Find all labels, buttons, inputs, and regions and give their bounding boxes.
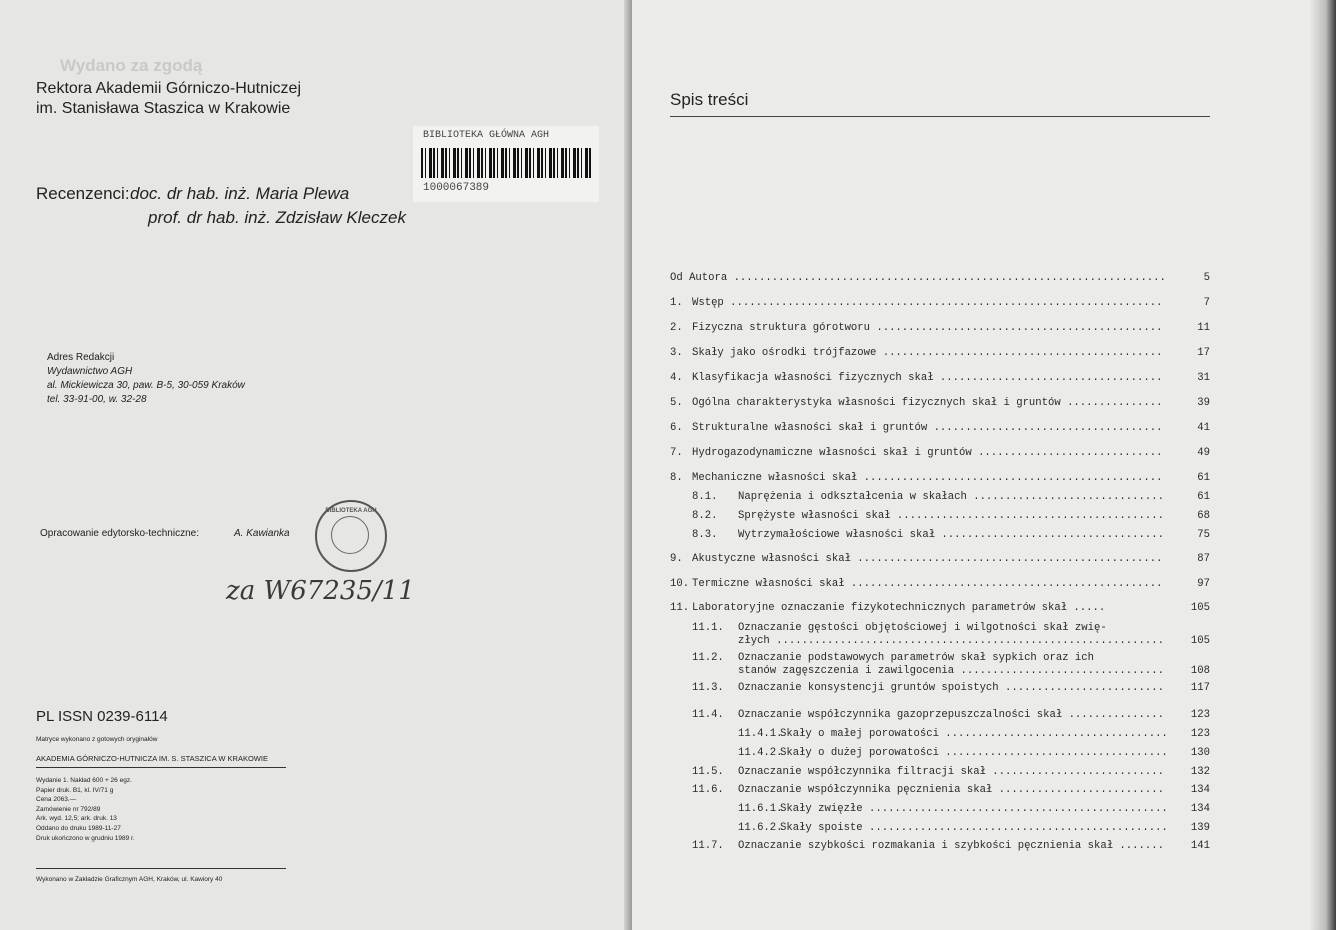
toc-entry-title-continued: stanów zagęszczenia i zawilgocenia ................................ <box>738 665 1164 677</box>
toc-entry-page: 134 <box>1190 803 1210 815</box>
toc-entry <box>670 472 1210 490</box>
toc-entry-title: Sprężyste własności skał .......................................... <box>738 510 1164 522</box>
toc-entry-title: Strukturalne własności skał i gruntów .................................... <box>692 422 1163 434</box>
toc-entry-page: 49 <box>1197 447 1210 459</box>
toc-entry <box>670 652 1210 677</box>
approval-line-2: im. Stanisława Staszica w Krakowie <box>36 100 291 117</box>
toc-entry-number: 5. <box>670 397 683 409</box>
toc-entry-number: 10. <box>670 578 690 590</box>
toc-entry <box>670 510 1210 528</box>
divider-2 <box>36 868 286 869</box>
editing-name: A. Kawianka <box>234 528 290 539</box>
editing-label: Opracowanie edytorsko-techniczne: <box>40 528 199 539</box>
approval-line-1: Rektora Akademii Górniczo-Hutniczej <box>36 80 301 97</box>
issn: PL ISSN 0239-6114 <box>36 708 168 725</box>
stamp-inner-ring <box>331 516 369 554</box>
toc-entry <box>670 553 1210 571</box>
address-publisher: Wydawnictwo AGH <box>47 366 133 377</box>
toc-entry-page: 87 <box>1197 553 1210 565</box>
toc-entry-number: 11.7. <box>692 840 724 852</box>
toc-entry-page: 75 <box>1197 529 1210 541</box>
toc-entry <box>670 322 1210 340</box>
toc-entry-number: 11.6.1. <box>738 803 783 815</box>
toc-entry-title: Skały o dużej porowatości ................................... <box>780 747 1168 759</box>
toc-entry-number: 3. <box>670 347 683 359</box>
toc-entry-number: 8.1. <box>692 491 718 503</box>
toc-entry-number: 8. <box>670 472 683 484</box>
toc-entry-number: 11.4.2. <box>738 747 783 759</box>
toc-entry-page: 134 <box>1190 784 1210 796</box>
toc-entry-title: Ogólna charakterystyka własności fizycznych skał i gruntów ............... <box>692 397 1163 409</box>
toc-title: Spis treści <box>670 90 749 109</box>
print-detail-line: Cena 2063.— <box>36 796 77 804</box>
toc-entry-title: Oznaczanie współczynnika pęcznienia skał .......................... <box>738 784 1164 796</box>
toc-entry-number: 8.3. <box>692 529 718 541</box>
toc-entry-page: 130 <box>1190 747 1210 759</box>
toc-entry-title: Skały o małej porowatości ................................... <box>780 728 1168 740</box>
page-edge <box>1310 0 1336 930</box>
library-stamp <box>315 500 387 572</box>
toc-entry-title: Naprężenia i odkształcenia w skałach .............................. <box>738 491 1164 503</box>
toc-entry <box>670 491 1210 509</box>
toc-entry <box>670 784 1210 802</box>
toc-entry-page: 105 <box>1190 602 1210 614</box>
toc-entry <box>670 840 1210 858</box>
toc-entry <box>670 682 1210 700</box>
toc-entry <box>670 347 1210 365</box>
toc-entry <box>670 728 1210 746</box>
toc-entry <box>670 372 1210 390</box>
toc-entry-number: 11. <box>670 602 690 614</box>
toc-entry <box>670 447 1210 465</box>
left-page <box>0 0 632 930</box>
toc-entry <box>670 422 1210 440</box>
toc-entry-number: 11.2. <box>692 652 724 664</box>
address-street: al. Mickiewicza 30, paw. B-5, 30-059 Kraków <box>47 380 245 391</box>
toc-entry-page: 31 <box>1197 372 1210 384</box>
title-rule <box>670 116 1210 117</box>
print-detail-line: Ark. wyd. 12,5; ark. druk. 13 <box>36 815 117 823</box>
reviewer-2: prof. dr hab. inż. Zdzisław Kleczek <box>148 208 406 227</box>
toc-entry-page: 97 <box>1197 578 1210 590</box>
barcode-label: BIBLIOTEKA GŁÓWNA AGH <box>423 130 550 141</box>
toc-entry-number: 11.3. <box>692 682 724 694</box>
address-title: Adres Redakcji <box>47 352 115 363</box>
toc-entry-number: 9. <box>670 553 683 565</box>
toc-entry <box>670 529 1210 547</box>
print-detail-line: Druk ukończono w grudniu 1989 r. <box>36 834 135 842</box>
toc-entry-page: 7 <box>1203 297 1210 309</box>
blurred-header: Wydano za zgodą <box>60 56 203 75</box>
toc-entry-title: Hydrogazodynamiczne własności skał i gruntów ............................. <box>692 447 1163 459</box>
toc-entry-page: 139 <box>1190 822 1210 834</box>
right-page <box>632 0 1336 930</box>
toc-entry-title: Termiczne własności skał ................................................. <box>692 578 1163 590</box>
toc-entry <box>670 297 1210 315</box>
print-detail-line: Oddano do druku 1989-11-27 <box>36 824 121 832</box>
toc-entry-title: Mechaniczne własności skał ............................................... <box>692 472 1163 484</box>
toc-entry <box>670 803 1210 821</box>
divider-1 <box>36 767 286 768</box>
print-detail-line: Papier druk. B1, kl. IV/71 g <box>36 786 114 794</box>
toc-entry-title: Od Autora .................................................................... <box>670 272 1166 284</box>
toc-entry <box>670 272 1210 290</box>
toc-entry-title: Skały spoiste ............................................... <box>780 822 1168 834</box>
toc-entry-page: 141 <box>1190 840 1210 852</box>
printer-note: Wykonano w Zakładzie Graficznym AGH, Kraków, ul. Kawiory 40 <box>36 876 223 883</box>
toc-entry-number: 11.5. <box>692 766 724 778</box>
toc-entry-number: 7. <box>670 447 683 459</box>
print-details <box>36 776 135 843</box>
toc-entry-page: 61 <box>1197 472 1210 484</box>
toc-entry <box>670 709 1210 727</box>
toc-entry-title: Klasyfikacja własności fizycznych skał ................................... <box>692 372 1163 384</box>
toc-entry-title: Oznaczanie konsystencji gruntów spoistych ......................... <box>738 682 1164 694</box>
toc-entry-title: Skały zwięzłe ............................................... <box>780 803 1168 815</box>
toc-entry <box>670 747 1210 765</box>
toc-entry-number: 11.6. <box>692 784 724 796</box>
toc-entry-page: 123 <box>1190 728 1210 740</box>
toc-entry-title: Oznaczanie podstawowych parametrów skał sypkich oraz ich <box>738 652 1095 664</box>
toc-entry-page: 117 <box>1190 682 1210 694</box>
toc-entry-page: 108 <box>1190 665 1210 677</box>
barcode-number: 1000067389 <box>423 182 490 194</box>
stamp-text: BIBLIOTEKA AGH <box>325 508 377 514</box>
toc-entry-number: 2. <box>670 322 683 334</box>
toc-entry-page: 123 <box>1190 709 1210 721</box>
toc-entry-number: 8.2. <box>692 510 718 522</box>
toc-entry-title: Oznaczanie współczynnika gazoprzepuszczalności skał ............... <box>738 709 1164 721</box>
toc-entry-number: 1. <box>670 297 683 309</box>
toc-entry <box>670 397 1210 415</box>
toc-entry-number: 11.4.1. <box>738 728 783 740</box>
toc-entry-title: Oznaczanie szybkości rozmakania i szybkości pęcznienia skał ....... <box>738 840 1164 852</box>
toc-entry-page: 41 <box>1197 422 1210 434</box>
toc-entry-title: Oznaczanie współczynnika filtracji skał ........................... <box>738 766 1164 778</box>
toc-entry <box>670 766 1210 784</box>
toc-entry-title: Wstęp .................................................................... <box>692 297 1163 309</box>
toc-entry-number: 11.1. <box>692 622 724 634</box>
toc-entry-title: Skały jako ośrodki trójfazowe ............................................ <box>692 347 1163 359</box>
toc-entry-number: 11.6.2. <box>738 822 783 834</box>
academy-name: AKADEMIA GÓRNICZO-HUTNICZA IM. S. STASZICA W KRAKOWIE <box>36 754 268 763</box>
table-of-contents <box>670 272 1210 872</box>
print-detail-line: Zamówienie nr 792/89 <box>36 805 101 813</box>
toc-entry-number: 6. <box>670 422 683 434</box>
reviewer-1: doc. dr hab. inż. Maria Plewa <box>130 184 350 203</box>
print-detail-line: Wydanie 1. Nakład 600 + 26 egz. <box>36 777 132 784</box>
reviewers-label: Recenzenci: <box>36 184 130 203</box>
toc-entry-page: 39 <box>1197 397 1210 409</box>
toc-entry-title: Oznaczanie gęstości objętościowej i wilgotności skał zwię- <box>738 622 1107 634</box>
toc-entry-page: 132 <box>1190 766 1210 778</box>
toc-entry-title: Laboratoryjne oznaczanie fizykotechnicznych parametrów skał ..... <box>692 602 1106 614</box>
toc-entry-page: 105 <box>1190 635 1210 647</box>
handwritten-note: za W67235/11 <box>226 576 415 606</box>
barcode-bars <box>421 148 591 178</box>
toc-entry-page: 5 <box>1203 272 1210 284</box>
toc-entry <box>670 602 1210 620</box>
toc-entry-title-continued: złych ............................................................. <box>738 635 1164 647</box>
library-barcode <box>413 126 599 202</box>
address-phone: tel. 33-91-00, w. 32-28 <box>47 394 147 405</box>
toc-entry-page: 61 <box>1197 491 1210 503</box>
toc-entry-page: 17 <box>1197 347 1210 359</box>
toc-entry-number: 11.4. <box>692 709 724 721</box>
toc-entry <box>670 622 1210 647</box>
toc-entry-page: 68 <box>1197 510 1210 522</box>
toc-entry-number: 4. <box>670 372 683 384</box>
toc-entry-title: Fizyczna struktura górotworu ............................................. <box>692 322 1163 334</box>
toc-entry <box>670 578 1210 596</box>
toc-entry-title: Akustyczne własności skał ................................................ <box>692 553 1163 565</box>
toc-entry-title: Wytrzymałościowe własności skał ................................... <box>738 529 1164 541</box>
toc-entry <box>670 822 1210 840</box>
toc-entry-page: 11 <box>1197 322 1210 334</box>
matrices-note: Matryce wykonano z gotowych oryginałów <box>36 736 158 743</box>
